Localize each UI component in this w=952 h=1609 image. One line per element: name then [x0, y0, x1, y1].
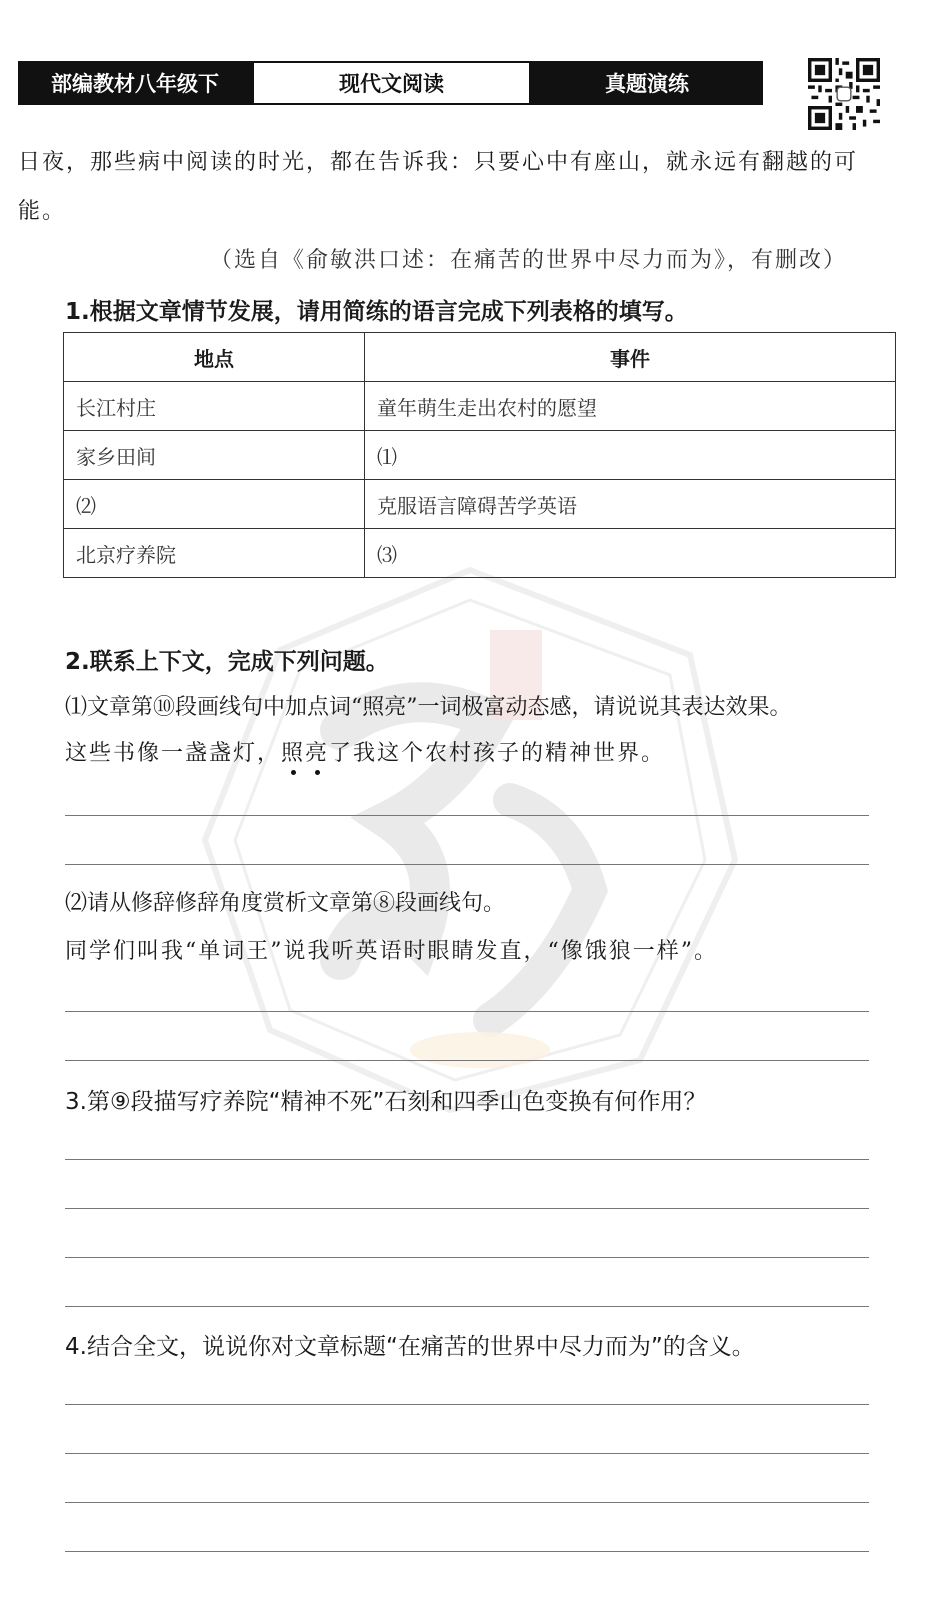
answer-blank-cell[interactable]: ⑴ — [365, 431, 896, 480]
table-cell: 童年萌生走出农村的愿望 — [365, 382, 896, 431]
table-row — [64, 431, 896, 480]
answer-line[interactable] — [65, 1453, 869, 1454]
answer-line[interactable] — [65, 1159, 869, 1160]
answer-line[interactable] — [65, 1502, 869, 1503]
answer-line[interactable] — [65, 1404, 869, 1405]
header-section-label: 真题演练 — [531, 61, 763, 105]
passage-line: 能。 — [18, 199, 67, 224]
quote-sentence-2: 同学们叫我“单词王”说我听英语时眼睛发直，“像饿狼一样”。 — [65, 939, 718, 964]
answer-blank-cell[interactable]: ⑵ — [64, 480, 365, 529]
table-cell: 北京疗养院 — [64, 529, 365, 578]
quote-text: 这些书像一盏盏灯， — [65, 741, 282, 766]
answer-blank-cell[interactable]: ⑶ — [365, 529, 896, 578]
answer-line[interactable] — [65, 1011, 869, 1012]
question-4-prompt: 4.结合全文，说说你对文章标题“在痛苦的世界中尽力而为”的含义。 — [65, 1334, 755, 1360]
header-topic-label: 现代文阅读 — [252, 61, 531, 105]
answer-line[interactable] — [65, 864, 869, 865]
answer-line[interactable] — [65, 1551, 869, 1552]
dotted-char: 亮 — [305, 736, 329, 767]
answer-line[interactable] — [65, 1306, 869, 1307]
qr-code-icon — [808, 58, 880, 130]
answer-line[interactable] — [65, 1257, 869, 1258]
table-header-cell: 地点 — [64, 333, 365, 382]
question-3-prompt: 3.第⑨段描写疗养院“精神不死”石刻和四季山色变换有何作用？ — [65, 1089, 707, 1115]
passage-line: 日夜，那些病中阅读的时光，都在告诉我：只要心中有座山，就永远有翻越的可 — [18, 150, 859, 175]
table-cell: 长江村庄 — [64, 382, 365, 431]
table-row — [64, 529, 896, 578]
table-cell: 克服语言障碍苦学英语 — [365, 480, 896, 529]
table-row — [64, 480, 896, 529]
answer-line[interactable] — [65, 1208, 869, 1209]
answer-line[interactable] — [65, 815, 869, 816]
table-cell: 家乡田间 — [64, 431, 365, 480]
passage-source: （选自《俞敏洪口述：在痛苦的世界中尽力而为》，有删改） — [210, 248, 848, 273]
answer-line[interactable] — [65, 1060, 869, 1061]
question-1-prompt: 1.根据文章情节发展，请用简练的语言完成下列表格的填写。 — [65, 299, 688, 325]
quote-sentence-1 — [65, 736, 665, 767]
question-2-sub1: ⑴文章第⑩段画线句中加点词“照亮”一词极富动态感，请说说其表达效果。 — [65, 695, 792, 720]
table-header-row — [64, 333, 896, 382]
dotted-char: 照 — [281, 736, 305, 767]
header-grade-label: 部编教材八年级下 — [18, 61, 252, 105]
question-2-prompt: 2.联系上下文，完成下列问题。 — [65, 649, 389, 675]
table-header-cell: 事件 — [365, 333, 896, 382]
quote-text: 了我这个农村孩子的精神世界。 — [329, 741, 666, 766]
question-2-sub2: ⑵请从修辞修辞角度赏析文章第⑧段画线句。 — [65, 891, 506, 916]
table-row — [64, 382, 896, 431]
event-table — [63, 332, 896, 578]
